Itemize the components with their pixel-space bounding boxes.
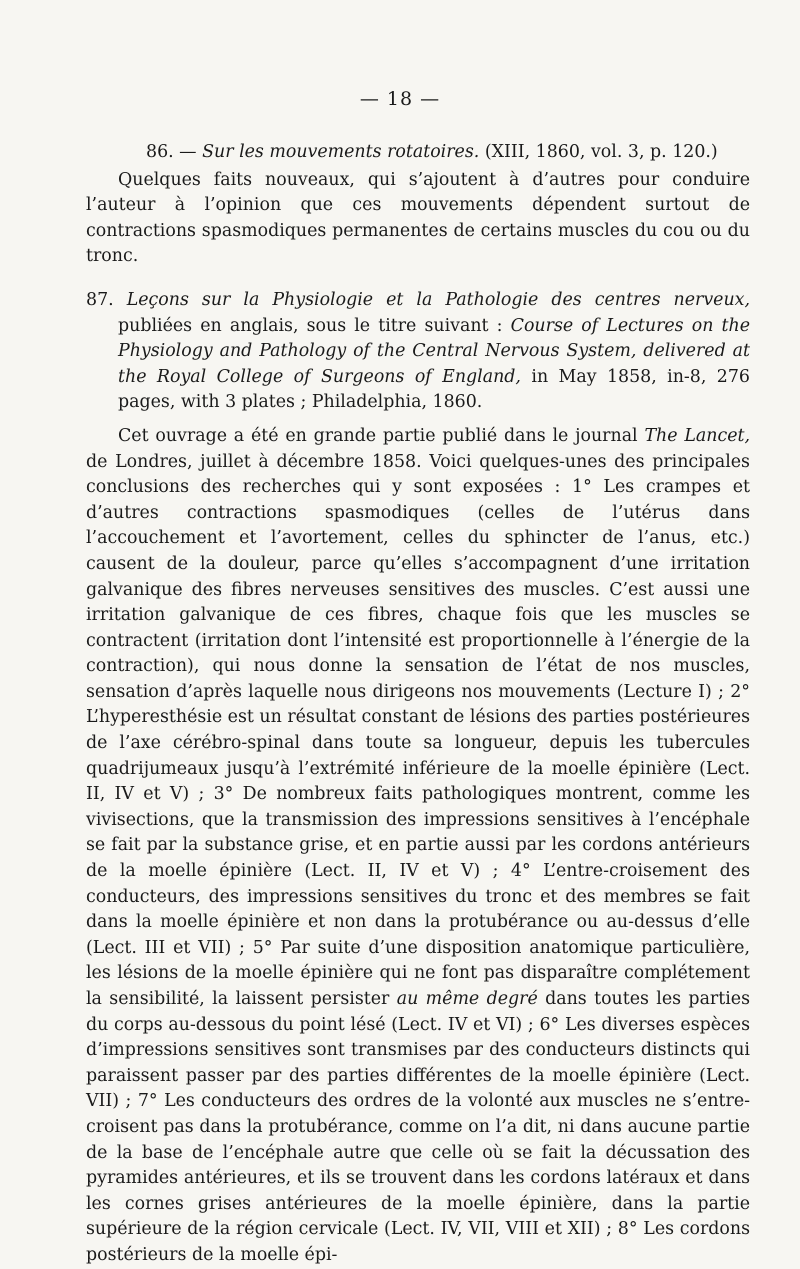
entry-87-title: Leçons sur la Physiologie et la Pathologie des centres nerveux, <box>126 289 751 310</box>
entry-87-english-title: Course of Lectures on the Physiology and Pathology of the Central Nervous System, delivered at the Royal College of Surgeons of England, <box>118 315 750 387</box>
entry-86-body: Quelques faits nouveaux, qui s’ajoutent à d’autres pour conduire l’auteur à l’opinion que ces mouvements dépendent surtout de contractions spasmodiques permanentes de certains muscles du cou ou du tronc. <box>86 169 750 267</box>
entry-87-body-start: Cet ouvrage a été en grande partie publié dans le journal <box>118 425 645 446</box>
entry-86-heading <box>86 140 750 166</box>
entry-87-text-2: in May 1858, in-8, 276 pages, with 3 plates ; Philadelphia, 1860. <box>118 366 750 413</box>
entry-87-text-1: publiées en anglais, sous le titre suivant : <box>118 315 511 336</box>
journal-title: The Lancet, <box>644 425 750 446</box>
page-text <box>86 140 750 1269</box>
emphasis-text: au même degré <box>396 989 538 1009</box>
entry-87-body-middle: de Londres, juillet à décembre 1858. Voici quelques-unes des principales conclusions des recherches qui y sont exposées : 1° Les crampes et d’autres contractions spasmodiques (celles de l’utérus dans l’accouchement et l’avortement, celles du sphincter de l’anus, etc.) causent de la douleur, parce qu’elles s’accompagnent d’une irritation galvanique des fibres nerveuses sensitives des muscles. C’est aussi une irritation galvanique de ces fibres, chaque fois que les muscles se contractent (irritation dont l’intensité est proportionnelle à l’énergie de la contraction), qui nous donne la sensation de l’état de nos muscles, sensation d’après laquelle nous dirigeons nos mouvements (Lecture I) ; 2° L’hyperesthésie est un résultat constant de lésions des parties postérieures de l’axe cérébro-spinal dans toute sa longueur, depuis les tubercules quadrijumeaux jusqu’à l’extrémité inférieure de la moelle épinière (Lect. II, IV et V) ; 3° De nombreux faits pathologiques montrent, comme les vivisections, que la transmission des impressions sensitives à l’encéphale se fait par la substance grise, et en partie aussi par les cordons antérieurs de la moelle épinière (Lect. II, IV et V) ; 4° L’entre-croisement des conducteurs, des impressions sensitives du tronc et des membres se fait dans la moelle épinière et non dans la protubérance ou au-dessus d’elle (Lect. III et VII) ; 5° Par suite d’une disposition anatomique particulière, les lésions de la moelle épinière qui ne font pas disparaître complétement la sensibilité, la laissent persister <box>86 451 751 1009</box>
entry-86-reference: (XIII, 1860, vol. 3, p. 120.) <box>479 142 718 162</box>
entry-87-heading <box>86 288 750 416</box>
page-number: — 18 — <box>359 88 441 110</box>
entry-87-body-end: dans toutes les parties du corps au-dessous du point lésé (Lect. IV et VI) ; 6° Les diverses espèces d’impressions sensitives sont transmises par des conducteurs distincts qui paraissent passer par des parties différentes de la moelle épinière (Lect. VII) ; 7° Les conducteurs des ordres de la volonté aux muscles ne s’entre-croisent pas dans la protubérance, comme on l’a dit, ni dans aucune partie de la base de l’encéphale autre que celle où se fait la décussation des pyramides antérieures, et ils se trouvent dans les cordons latéraux et dans les cornes grises antérieures de la moelle épinière, dans la partie supérieure de la région cervicale (Lect. IV, VII, VIII et XII) ; 8° Les cordons postérieurs de la moelle épi- <box>86 989 751 1265</box>
entry-86-title: Sur les mouvements rotatoires. <box>202 142 480 162</box>
entry-87-body <box>86 424 750 1269</box>
entry-87-number: 87. <box>86 289 127 310</box>
entry-86-number: 86. — <box>146 142 203 162</box>
